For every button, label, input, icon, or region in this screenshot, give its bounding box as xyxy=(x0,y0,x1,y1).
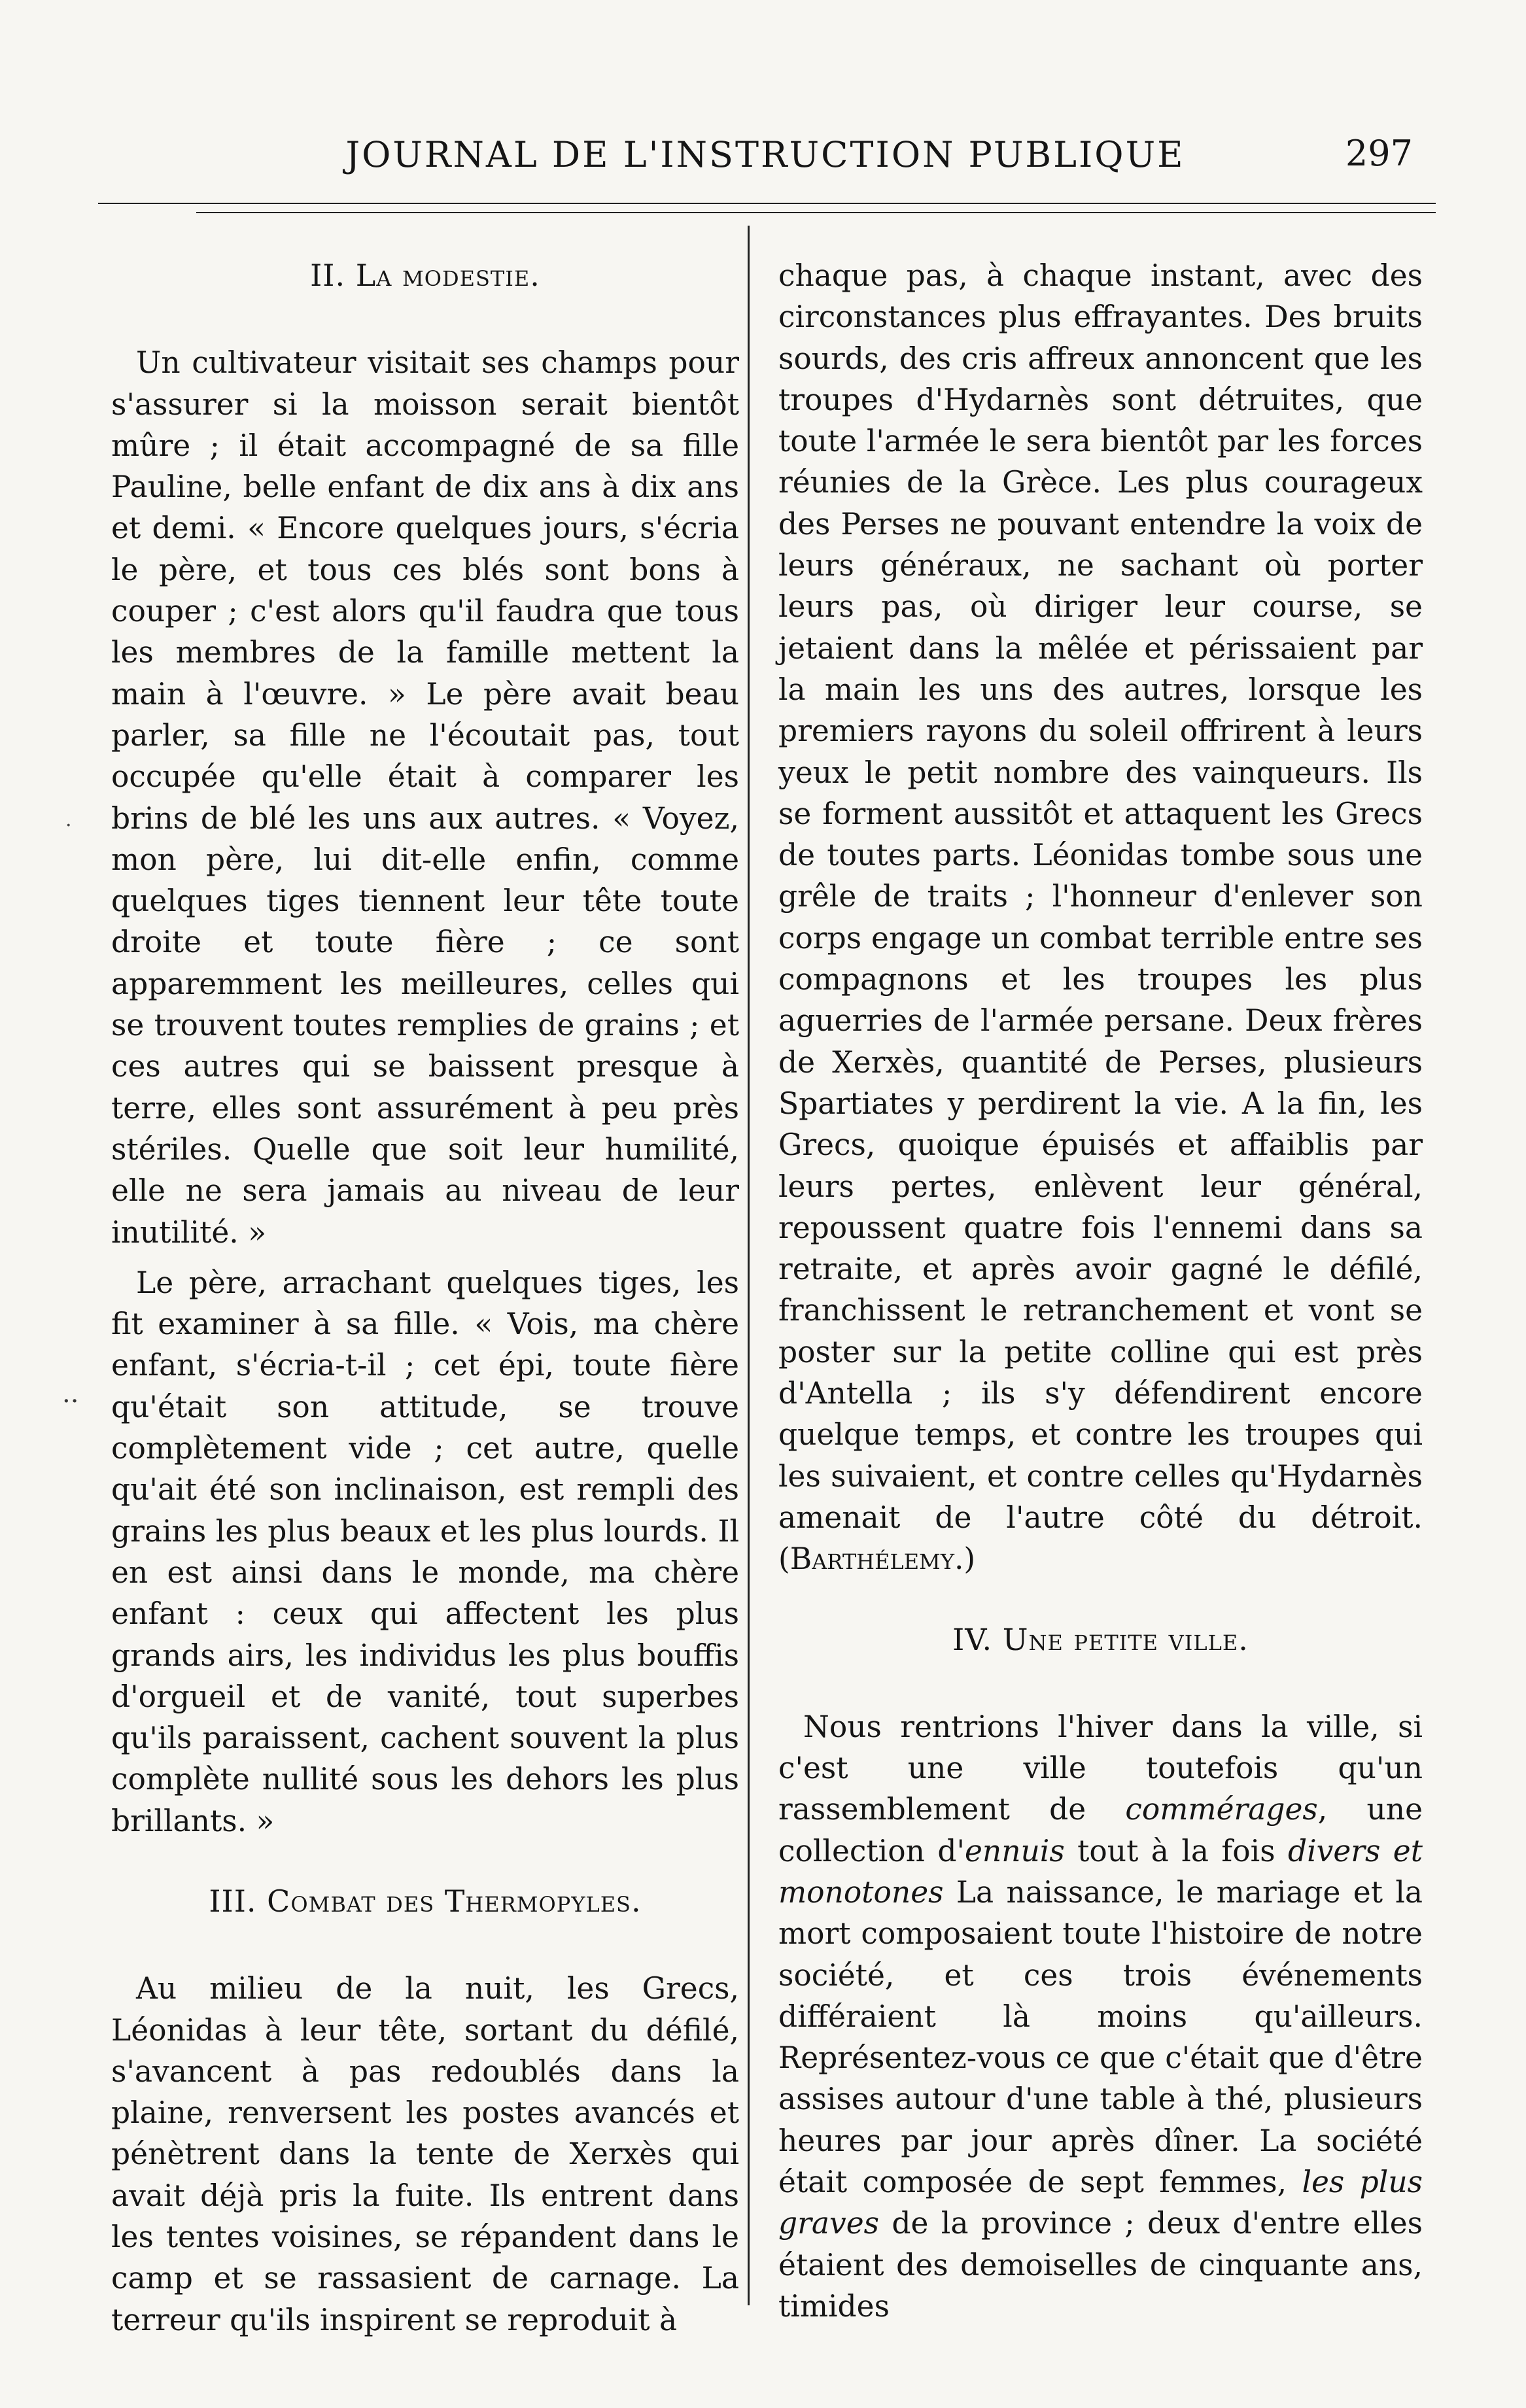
text-run: Nous rentrions l'hiver dans la ville, si c'est une ville toutefois qu'un rassemblement de xyxy=(778,1709,1423,1827)
paragraph: Un cultivateur visitait ses champs pour s'assurer si la moisson serait bientôt mûre ; il était accompagné de sa fille Pauline, belle enfant de dix ans à dix ans et demi. « Encore quelques jours, s'écria le père, et tous ces blés sont bons à couper ; c'est alors qu'il faudra que tous les membres de la famille mettent la main à l'œuvre. » Le père avait beau parler, sa fille ne l'écoutait pas, tout occupée qu'elle était à comparer les brins de blé les uns aux autres. « Voyez, mon père, lui dit-elle enfin, comme quelques tiges tiennent leur tête toute droite et toute fière ; ce sont apparemment les meilleures, celles qui se trouvent toutes remplies de grains ; et ces autres qui se baissent presque à terre, elles sont assurément à peu près stériles. Quelle que soit leur humilité, elle ne sera jamais au niveau de leur inutilité. » xyxy=(111,345,739,1250)
italic-run: divers et monotones xyxy=(778,1833,1423,1910)
margin-specks: ·· xyxy=(62,1386,79,1417)
italic-run: les plus graves xyxy=(778,2165,1423,2241)
paragraph-text: chaque pas, à chaque instant, avec des circonstances plus effrayantes. Des bruits sourds, des cris affreux annoncent que les troupes d'Hydarnès sont détruites, que toute l'armée le sera bientôt par les forces réunies de la Grèce. Les plus courageux des Perses ne pouvant entendre la voix de leurs généraux, ne sachant où porter leurs pas, où diriger leur course, se jetaient dans la mêlée et périssaient par la main les uns des autres, lorsque les premiers rayons du soleil offrirent à leurs yeux le petit nombre des vainqueurs. Ils se forment aussitôt et attaquent les Grecs de toutes parts. Léonidas tombe sous une grêle de traits ; l'honneur d'enlever son corps engage un combat terrible entre ses compagnons et les troupes les plus aguerries de l'armée persane. Deux frères de Xerxès, quantité de Perses, plusieurs Spartiates y perdirent la vie. A la fin, les Grecs, quoique épuisés et affaiblis par leurs pertes, enlèvent leur général, repoussent quatre fois l'ennemi dans sa retraite, et après avoir gagné le défilé, franchissent le retranchement et vont se poster sur la petite colline qui est près d'Antella ; ils s'y défendirent encore quelque temps, et contre les troupes qui les suivaient, et contre celles qu'Hydarnès amenait de l'autre côté du détroit. xyxy=(778,258,1423,1535)
header-rule xyxy=(98,203,1436,217)
paragraph: Le père, arrachant quelques tiges, les fit examiner à sa fille. « Vois, ma chère enfant, s'écria-t-il ; cet épi, toute fière qu'était son attitude, se trouve complètement vide ; cet autre, quelle qu'ait été son inclinaison, est rempli des grains les plus beaux et les plus lourds. Il en est ainsi dans le monde, ma chère enfant : ceux qui affectent les plus grands airs, les individus les plus bouffis d'orgueil et de vanité, tout superbes qu'ils paraissent, cachent souvent la plus complète nullité sous les dehors les plus brillants. » xyxy=(111,1265,739,1838)
author-attribution: (Barthélemy.) xyxy=(778,1541,976,1577)
paragraph-continued xyxy=(778,255,1423,1580)
text-run: La naissance, le mariage et la mort composaient toute l'histoire de notre société, et ces trois événements différaient là moins qu'ailleurs. Représentez-vous ce que c'était que d'être assises autour d'une table à thé, plusieurs heures par jour après dîner. La société était composée de sept femmes, xyxy=(778,1874,1423,2200)
page-number: 297 xyxy=(1345,133,1413,174)
left-column xyxy=(111,255,739,2350)
running-title: JOURNAL DE L'INSTRUCTION PUBLIQUE xyxy=(345,134,1185,175)
margin-speck: · xyxy=(65,814,72,837)
italic-run: ennuis xyxy=(964,1833,1065,1868)
text-run: , une collection d' xyxy=(778,1792,1423,1868)
paragraph: Au milieu de la nuit, les Grecs, Léonidas à leur tête, sortant du défilé, s'avancent à pas redoublés dans la plaine, renversent les postes avancés et pénètrent dans la tente de Xerxès qui avait déjà pris la fuite. Ils entrent dans les tentes voisines, se répandent dans le camp et se rassasient de carnage. La terreur qu'ils inspirent se reproduit à xyxy=(111,1971,739,2337)
right-column xyxy=(778,255,1423,2336)
column-divider xyxy=(748,226,750,2305)
paragraph xyxy=(778,1706,1423,2327)
italic-run: commérages xyxy=(1125,1792,1318,1827)
page-header xyxy=(98,128,1432,199)
section-title-thermopyles: III. Combat des Thermopyles. xyxy=(209,1883,642,1919)
section-title-petite-ville: IV. Une petite ville. xyxy=(952,1621,1249,1657)
text-run: de la province ; deux d'entre elles étaient des demoiselles de cinquante ans, timides xyxy=(778,2206,1423,2324)
section-title-modestie: II. La modestie. xyxy=(310,258,540,293)
text-run: tout à la fois xyxy=(1064,1833,1288,1868)
